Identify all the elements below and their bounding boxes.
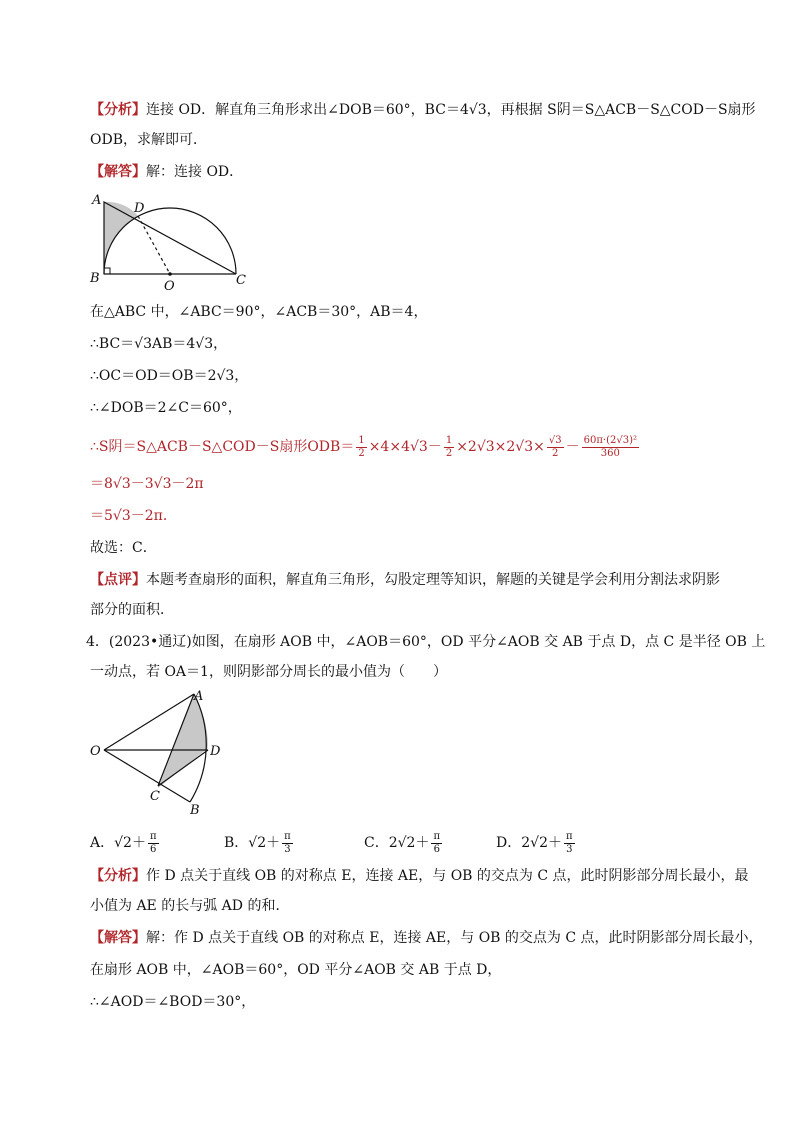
solution-4-line-2 [90, 960, 501, 980]
analysis-line-1 [90, 100, 756, 120]
option-b-den: 3 [284, 843, 291, 855]
option-a-den: 6 [150, 843, 157, 855]
step-7-text: ＝5√3－2π． [90, 508, 177, 524]
option-d-num: π [565, 830, 573, 842]
fraction-4-den: 360 [600, 447, 620, 459]
label-b-2: B [190, 803, 200, 818]
label-a: A [92, 193, 102, 208]
choice-text: 故选：C． [90, 540, 157, 556]
step-5-term-3: － [565, 439, 580, 455]
fraction-4 [582, 435, 639, 460]
step-3 [90, 366, 248, 386]
label-c-2: C [150, 789, 160, 804]
analysis-4-line-2 [90, 896, 289, 916]
choice-line [90, 538, 157, 558]
question-4-text-2: 一动点，若 OA＝1，则阴影部分周长的最小值为（ ） [90, 664, 447, 680]
solution-4-text-2: 在扇形 AOB 中，∠AOB＝60°，OD 平分∠AOB 交 AB 于点 D， [90, 962, 502, 978]
label-a-2: A [194, 689, 204, 704]
analysis-4-text-1: 作 D 点关于直线 OB 的对称点 E，连接 AE，与 OB 的交点为 C 点，此时阴影部分周长最小，最 [146, 868, 749, 884]
solution-line [90, 162, 243, 182]
label-c: C [236, 273, 246, 288]
fraction-4-num: 60π·(2√3)² [583, 434, 637, 446]
review-line-1 [90, 570, 720, 590]
option-a[interactable] [90, 828, 161, 858]
analysis-4-tag: 【分析】 [90, 868, 146, 884]
fraction-1 [356, 435, 366, 460]
fraction-3 [547, 435, 564, 460]
option-a-fraction [148, 831, 159, 856]
option-b-expr: √2＋ [248, 835, 281, 851]
solution-4-text-1: 解：作 D 点关于直线 OB 的对称点 E，连接 AE，与 OB 的交点为 C 点，此时阴影部分周长最小， [146, 930, 763, 946]
step-1 [90, 302, 427, 322]
option-d-fraction [564, 831, 575, 856]
option-c-num: π [433, 830, 441, 842]
solution-4-line-3 [90, 992, 255, 1012]
option-b-label: B． [224, 835, 249, 851]
analysis-text-2: ODB，求解即可． [90, 132, 207, 148]
label-d: D [134, 201, 145, 216]
fraction-2 [444, 435, 454, 460]
right-angle-mark [104, 268, 110, 274]
option-a-label: A． [90, 835, 115, 851]
solution-4-tag: 【解答】 [90, 930, 146, 946]
step-1-text: 在△ABC 中，∠ABC＝90°，∠ACB＝30°，AB＝4， [90, 304, 428, 320]
step-4 [90, 398, 242, 418]
segment-od [138, 216, 170, 274]
point-o [168, 272, 172, 276]
step-5-lhs: ∴S阴＝S△ACB－S△COD－S扇形ODB＝ [90, 439, 355, 455]
step-2-text: ∴BC＝√3AB＝4√3， [90, 336, 228, 352]
review-text-1: 本题考查扇形的面积，解直角三角形，勾股定理等知识，解题的关键是学会利用分割法求阴影 [146, 572, 720, 588]
review-text-2: 部分的面积． [90, 602, 174, 618]
label-o-2: O [90, 744, 101, 759]
step-2 [90, 334, 227, 354]
option-c-expr: 2√2＋ [388, 835, 430, 851]
fraction-1-den: 2 [358, 447, 365, 459]
option-d[interactable] [496, 828, 577, 858]
step-3-text: ∴OC＝OD＝OB＝2√3， [90, 368, 249, 384]
step-6-text: ＝8√3－3√3－2π [90, 476, 204, 492]
review-line-2 [90, 600, 174, 620]
figure-semicircle [88, 190, 258, 295]
analysis-4-text-2: 小值为 AE 的长与弧 AD 的和． [90, 898, 290, 914]
solution-4-line-1 [90, 928, 763, 948]
step-5-term-1: ×4×4√3－ [368, 439, 442, 455]
label-b: B [90, 271, 100, 286]
option-b-fraction [282, 831, 293, 856]
fraction-3-num: √3 [548, 434, 562, 446]
figure-sector [86, 686, 226, 818]
option-b-num: π [284, 830, 291, 842]
analysis-text-1: 连接 OD．解直角三角形求出∠DOB＝60°，BC＝4√3，再根据 S阴＝S△ACB－S△COD－S扇形 [146, 102, 756, 118]
option-d-label: D． [496, 835, 522, 851]
option-a-expr: √2＋ [114, 835, 146, 851]
label-o: O [164, 279, 175, 294]
shaded-region [104, 202, 138, 274]
step-5-term-2: ×2√3×2√3× [456, 439, 545, 455]
step-4-text: ∴∠DOB＝2∠C＝60°， [90, 400, 242, 416]
question-4-line-1 [86, 632, 765, 652]
step-6 [90, 474, 204, 494]
option-b[interactable] [224, 828, 295, 858]
triangle-abc [104, 202, 236, 274]
option-c-label: C． [364, 835, 389, 851]
solution-4-text-3: ∴∠AOD＝∠BOD＝30°， [90, 994, 256, 1010]
option-a-num: π [149, 830, 157, 842]
question-4-line-2 [90, 662, 447, 682]
analysis-tag: 【分析】 [90, 102, 146, 118]
fraction-3-den: 2 [552, 447, 559, 459]
step-5 [90, 432, 641, 462]
solution-text: 解：连接 OD． [146, 164, 244, 180]
option-c-den: 6 [433, 843, 440, 855]
analysis-line-2 [90, 130, 207, 150]
review-tag: 【点评】 [90, 572, 146, 588]
fraction-2-num: 1 [445, 434, 453, 446]
option-c[interactable] [364, 828, 444, 858]
question-4-text-1: 4．(2023•通辽)如图，在扇形 AOB 中，∠AOB＝60°，OD 平分∠AOB 交 AB 于点 D，点 C 是半径 OB 上 [86, 634, 766, 650]
label-d-2: D [210, 744, 221, 759]
step-7 [90, 506, 177, 526]
option-c-fraction [431, 831, 442, 856]
option-d-expr: 2√2＋ [521, 835, 562, 851]
fraction-1-num: 1 [358, 434, 365, 446]
fraction-2-den: 2 [445, 447, 453, 459]
solution-tag: 【解答】 [90, 164, 146, 180]
option-d-den: 3 [566, 843, 573, 855]
analysis-4-line-1 [90, 866, 749, 886]
